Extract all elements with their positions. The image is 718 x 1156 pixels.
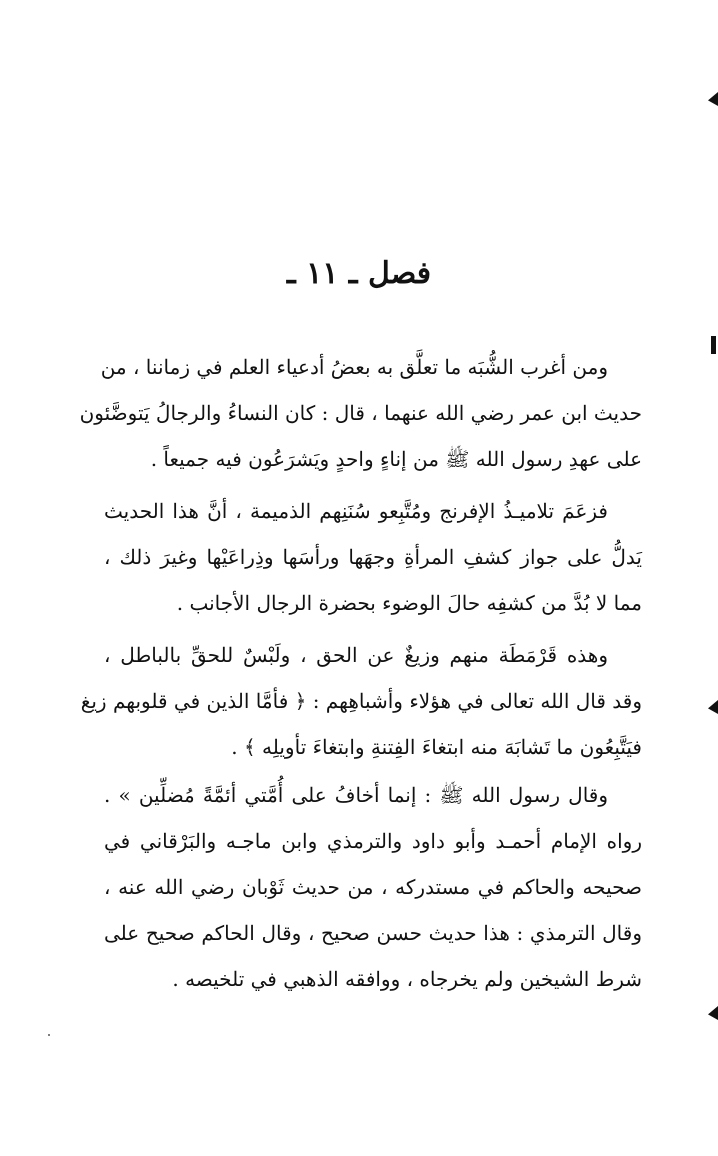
text-line: وهذه قَرْمَطَة منهم وزيغٌ عن الحق ، ولَبْسٌ للحقِّ بالباطل ، [104, 643, 608, 667]
scan-speck [48, 1034, 50, 1036]
page-edge-mark [708, 1006, 718, 1020]
text-line: حديث ابن عمر رضي الله عنهما ، قال : كان النساءُ والرجالُ يَتوضَّئون [79, 401, 642, 425]
text-line: وقد قال الله تعالى في هؤلاء وأشباهِهم : ﴿ فأمَّا الذين في قلوبهم زيغ [80, 689, 642, 713]
text-line: رواه الإمام أحمـد وأبو داود والترمذي وابن ماجـه والبَرْقاني في [104, 829, 642, 853]
text-line: ومن أغرب الشُّبَه ما تعلَّق به بعضُ أدعياء العلم في زماننا ، من [100, 355, 608, 379]
text-line: فزعَمَ تلاميـذُ الإفرنج ومُتَّبِعو سُنَنِهم الذميمة ، أنَّ هذا الحديث [104, 499, 608, 523]
page-edge-mark [708, 700, 718, 714]
text-line: يَدلُّ على جواز كشفِ المرأةِ وجهَها ورأسَها وذِراعَيْها وغيرَ ذلك ، [104, 545, 642, 569]
page-edge-mark [711, 336, 716, 354]
paragraph-3 [80, 632, 642, 770]
text-line: على عهدِ رسول الله ﷺ من إناءٍ واحدٍ ويَشرَعُون فيه جميعاً . [150, 447, 642, 471]
paragraph-1 [79, 344, 642, 482]
text-line: فيَتَّبِعُون ما تَشابَهَ منه ابتغاءَ الفِتنةِ وابتغاءَ تأويلِه ﴾ . [231, 735, 642, 759]
section-heading: فصل ـ ١١ ـ [286, 256, 432, 291]
text-line: شرط الشيخين ولم يخرجاه ، ووافقه الذهبي في تلخيصه . [172, 967, 642, 991]
text-line: وقال الترمذي : هذا حديث حسن صحيح ، وقال الحاكم صحيح على [104, 921, 642, 945]
text-line: وقال رسول الله ﷺ : إنما أخافُ على أُمَّتي أئمَّةً مُضلِّين » . [104, 783, 608, 807]
paragraph-2 [104, 488, 642, 626]
paragraph-4 [104, 772, 642, 1002]
page-edge-mark [708, 92, 718, 106]
text-line: صحيحه والحاكم في مستدركه ، من حديث ثَوْبان رضي الله عنه ، [104, 875, 642, 899]
text-line: مما لا بُدَّ من كشفِه حالَ الوضوء بحضرة الرجال الأجانب . [176, 591, 642, 615]
